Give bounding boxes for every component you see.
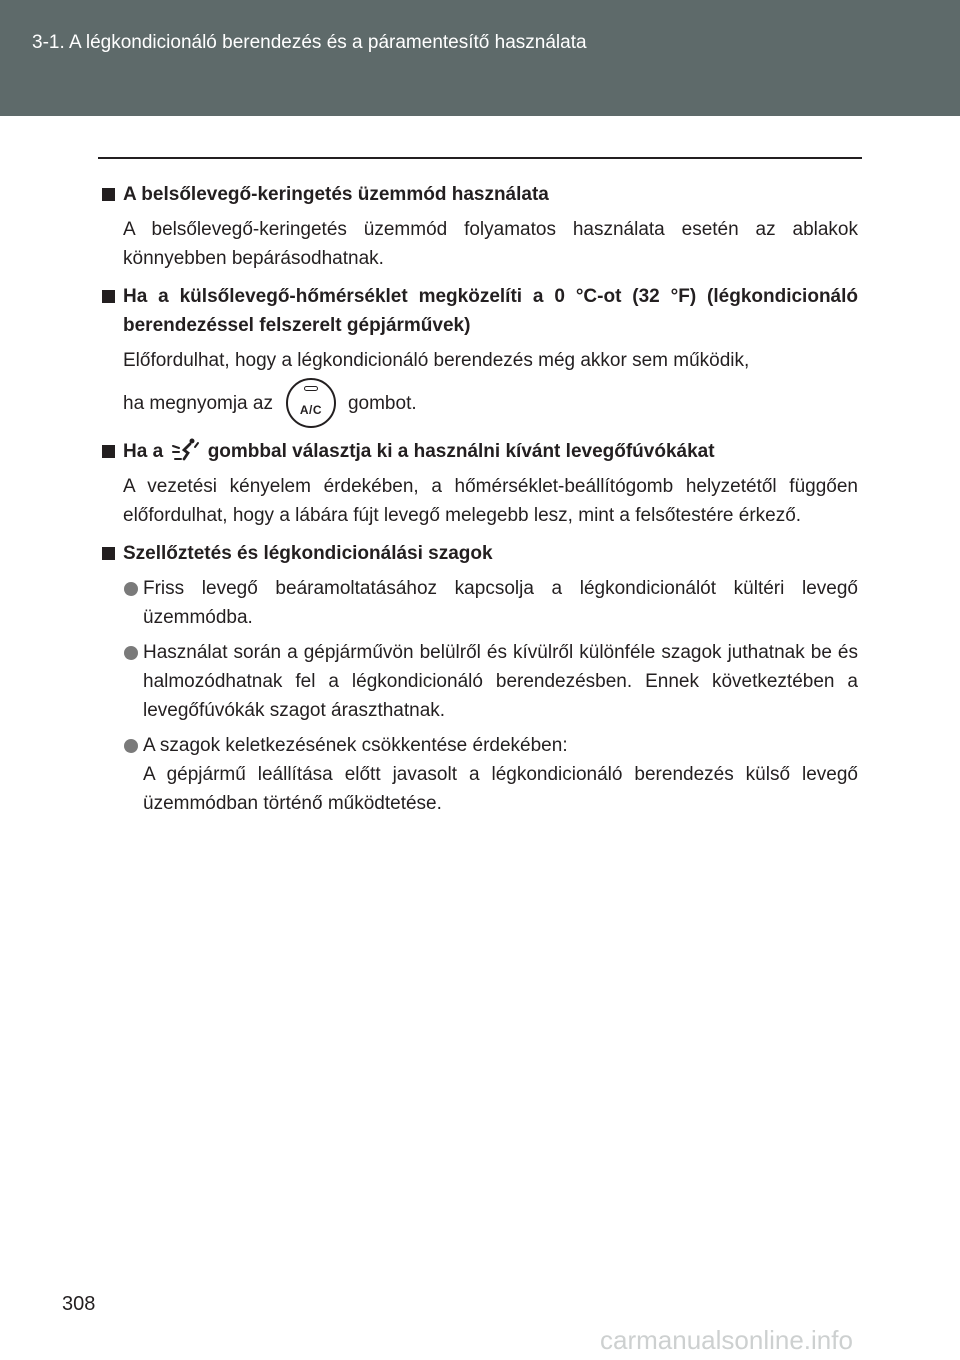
page-number: 308 [62,1293,96,1315]
page-header [0,0,960,116]
round-bullet-icon [124,582,138,596]
ac-button-label: A/C [299,403,323,417]
text-before-button: ha megnyomja az [123,392,273,414]
section-low-temperature [98,282,858,428]
section-heading: A belsőlevegő-keringetés üzemmód használata [98,180,858,209]
chapter-title: 3-1. A légkondicionáló berendezés és a páramentesítő használata [32,32,587,53]
section-heading: Ha a külsőlevegő-hőmérséklet megközelíti a 0 °C-ot (32 °F) (légkondicionáló berendezéssel felszerelt gépjárművek) [98,282,858,340]
section-heading: Ha a gombbal választja ki a használni kívánt levegőfúvókákat [98,437,858,466]
section-heading: Szellőztetés és légkondicionálási szagok [98,539,858,568]
section-divider [98,157,862,159]
page-content [98,180,858,827]
section-body: A vezetési kényelem érdekében, a hőmérséklet-beállítógomb helyzetétől függően előfordulhat, hogy a lábára fújt levegő melegebb lesz, mint a felsőtestére érkező. [123,476,858,526]
list-item: A szagok keletkezésének csökkentése érdekében: A gépjármű leállítása előtt javasolt a légkondicionáló berendezés külső levegő üzemmódban történő működtetése. [98,731,858,818]
square-bullet-icon [102,290,115,303]
section-recirculation [98,180,858,273]
square-bullet-icon [102,445,115,458]
square-bullet-icon [102,188,115,201]
section-body: A belsőlevegő-keringetés üzemmód folyamatos használata esetén az ablakok könnyebben bepárásodhatnak. [123,219,858,269]
list-item: Használat során a gépjárművön belülről és kívülről különféle szagok juthatnak be és halmozódhatnak fel a légkondicionáló berendezésben. Ennek következtében a levegőfúvókák szagot áraszthatnak. [98,638,858,725]
section-odors [98,539,858,818]
indicator-led-icon [304,386,318,391]
watermark: carmanualsonline.info [600,1325,853,1355]
ac-button-line [98,378,858,428]
text-after-button: gombot. [347,392,417,414]
round-bullet-icon [124,739,138,753]
square-bullet-icon [102,547,115,560]
section-body: Előfordulhat, hogy a légkondicionáló berendezés még akkor sem működik, [123,350,750,371]
list-item: Friss levegő beáramoltatásához kapcsolja a légkondicionálót kültéri levegő üzemmódba. [98,574,858,632]
airflow-mode-icon [170,438,200,462]
section-airflow-selection [98,437,858,530]
round-bullet-icon [124,646,138,660]
ac-button-icon [286,378,336,428]
